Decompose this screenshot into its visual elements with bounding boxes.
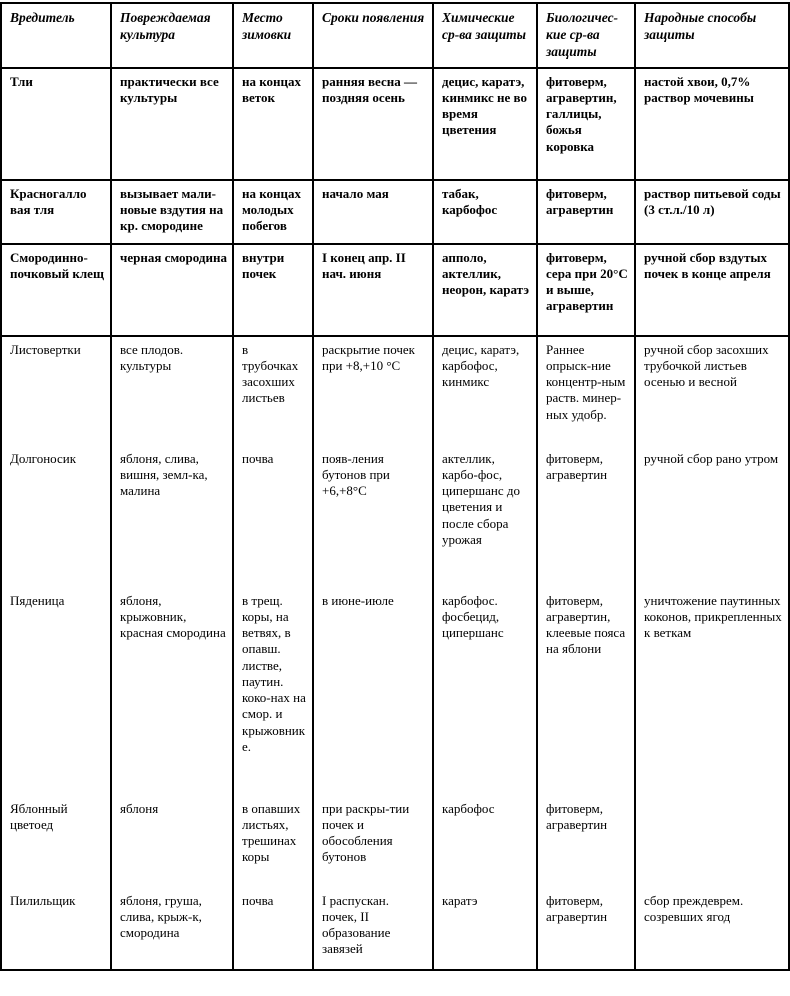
cell-culture: вызывает мали-новые вздутия на кр. смородине xyxy=(111,180,233,244)
cell-wintering: в трубочках засохших листьев xyxy=(233,336,313,446)
cell-wintering: почва xyxy=(233,446,313,588)
cell-appearance: I распускан. почек, II образование завязей xyxy=(313,888,433,970)
pest-table xyxy=(0,2,790,971)
cell-chemical: карбофос xyxy=(433,796,537,888)
cell-chemical: децис, каратэ, карбофос, кинмикс xyxy=(433,336,537,446)
cell-pest: Долгоносик xyxy=(10,450,77,466)
cell-biological: фитоверм, агравертин xyxy=(537,796,635,888)
cell-biological: Раннее опрыск-ние концентр-ным раств. минер-ных удобр. xyxy=(537,336,635,446)
table-row-bud-mite xyxy=(1,244,789,336)
cell-wintering: почва xyxy=(233,888,313,970)
cell-wintering: в опавших листьях, трешинах коры xyxy=(233,796,313,888)
cell-folk: сбор преждеврем. созревших ягод xyxy=(635,888,789,970)
col-header-folk: Народные способы защиты xyxy=(635,3,789,68)
table-row-apple-blossom-weevil xyxy=(1,796,789,888)
cell-appearance: при раскры-тии почек и обособления бутонов xyxy=(313,796,433,888)
cell-appearance: I конец апр. II нач. июня xyxy=(313,244,433,336)
table-row-sawfly xyxy=(1,888,789,970)
cell-culture: яблоня, груша, слива, крыж-к, смородина xyxy=(111,888,233,970)
cell-culture: практически все культуры xyxy=(111,68,233,180)
cell-appearance: начало мая xyxy=(313,180,433,244)
header-row xyxy=(1,3,789,68)
cell-culture: все плодов. культуры xyxy=(111,336,233,446)
col-header-chemical: Химические ср-ва защиты xyxy=(433,3,537,68)
cell-pest: Смородинно-почковый клещ xyxy=(1,244,111,336)
col-header-appearance: Сроки появления xyxy=(313,3,433,68)
col-header-culture: Повреждаемая культура xyxy=(111,3,233,68)
cell-pest: Тли xyxy=(1,68,111,180)
col-header-biological: Биологичес-кие ср-ва защиты xyxy=(537,3,635,68)
cell-chemical: децис, каратэ, кинмикс не во время цветения xyxy=(433,68,537,180)
cell-biological: фитоверм, агравертин xyxy=(537,180,635,244)
cell-culture: яблоня, крыжовник, красная смородина xyxy=(111,588,233,796)
cell-culture: яблоня, слива, вишня, земл-ка, малина xyxy=(111,446,233,588)
cell-pest: Красногалло вая тля xyxy=(1,180,111,244)
cell-pest: Пяденица xyxy=(10,592,65,608)
table-row-leafrollers xyxy=(1,336,789,446)
cell-folk xyxy=(635,796,789,888)
cell-wintering: на концах молодых побегов xyxy=(233,180,313,244)
cell-chemical: карбофос. фосбецид, ципершанс xyxy=(433,588,537,796)
cell-folk: раствор питьевой соды (3 ст.л./10 л) xyxy=(635,180,789,244)
cell-biological: фитоверм, агравертин, клеевые пояса на яблони xyxy=(537,588,635,796)
table-row-weevil xyxy=(1,446,789,588)
col-header-wintering: Место зимовки xyxy=(233,3,313,68)
cell-chemical: апполо, актеллик, неорон, каратэ xyxy=(433,244,537,336)
cell-chemical: табак, карбофос xyxy=(433,180,537,244)
cell-biological: фитоверм, агравертин, галлицы, божья коровка xyxy=(537,68,635,180)
cell-wintering: в трещ. коры, на ветвях, в опавш. листве, паутин. коко-нах на смор. и крыжовнике. xyxy=(233,588,313,796)
cell-pest: Пилильщик xyxy=(10,892,76,908)
cell-biological: фитоверм, сера при 20°С и выше, агравертин xyxy=(537,244,635,336)
cell-biological: фитоверм, агравертин xyxy=(537,446,635,588)
table-row-gall-aphid xyxy=(1,180,789,244)
cell-wintering: на концах веток xyxy=(233,68,313,180)
cell-folk: ручной сбор вздутых почек в конце апреля xyxy=(635,244,789,336)
table-row-moth xyxy=(1,588,789,796)
cell-culture: черная смородина xyxy=(111,244,233,336)
table-row-aphids xyxy=(1,68,789,180)
cell-appearance: появ-ления бутонов при +6,+8°С xyxy=(313,446,433,588)
cell-chemical: каратэ xyxy=(433,888,537,970)
cell-wintering: внутри почек xyxy=(233,244,313,336)
cell-appearance: раскрытие почек при +8,+10 °С xyxy=(313,336,433,446)
cell-appearance: ранняя весна — поздняя осень xyxy=(313,68,433,180)
cell-folk: ручной сбор засохших трубочкой листьев осенью и весной xyxy=(635,336,789,446)
cell-folk: настой хвои, 0,7% раствор мочевины xyxy=(635,68,789,180)
cell-folk: уничтожение паутинных коконов, прикрепленных к веткам xyxy=(635,588,789,796)
cell-pest: Листовертки xyxy=(10,341,81,357)
cell-pest: Яблонный цветоед xyxy=(10,800,68,832)
cell-chemical: актеллик, карбо-фос, ципершанс до цветения и после сбора урожая xyxy=(433,446,537,588)
cell-culture: яблоня xyxy=(111,796,233,888)
cell-biological: фитоверм, агравертин xyxy=(537,888,635,970)
cell-appearance: в июне-июле xyxy=(313,588,433,796)
cell-folk: ручной сбор рано утром xyxy=(635,446,789,588)
col-header-pest: Вредитель xyxy=(1,3,111,68)
